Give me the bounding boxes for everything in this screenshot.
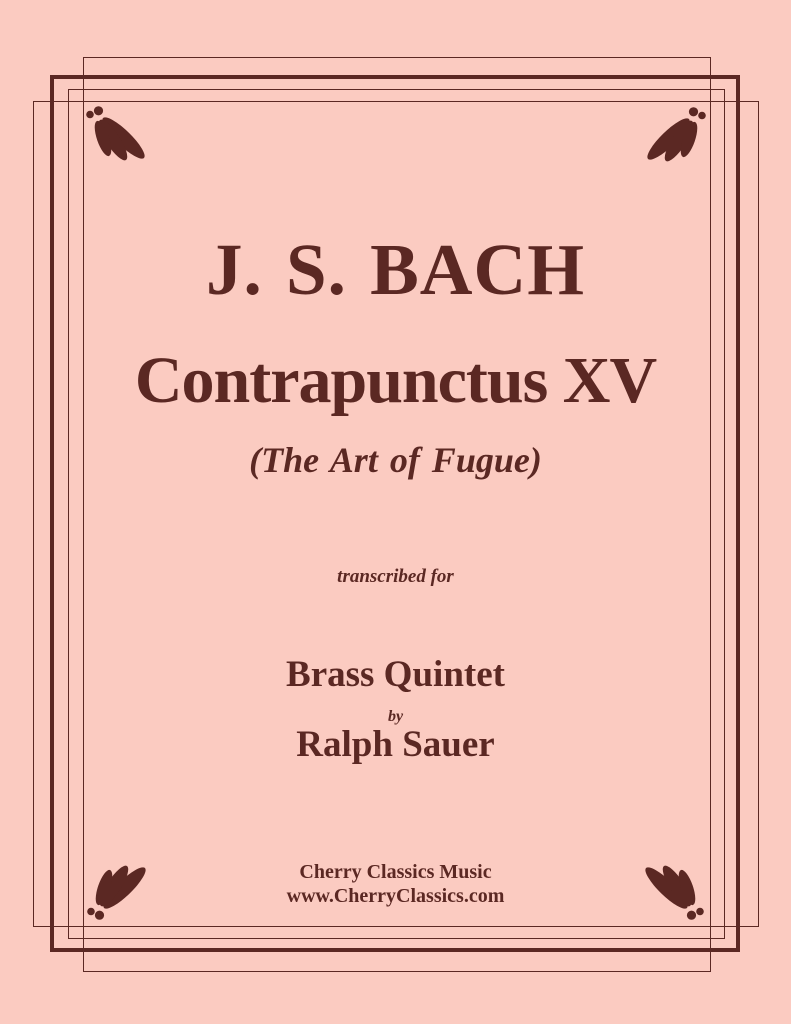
corner-ornament-top-right-icon — [645, 107, 707, 163]
corner-ornament-top-left-icon — [85, 106, 147, 162]
work-subtitle: (The Art of Fugue) — [249, 440, 542, 480]
publisher-name: Cherry Classics Music — [299, 861, 492, 883]
frame-line-inner — [83, 57, 711, 972]
arranger-name: Ralph Sauer — [296, 724, 495, 765]
ensemble-name: Brass Quintet — [286, 654, 505, 695]
transcription-note: transcribed for — [337, 566, 454, 587]
work-title: Contrapunctus XV — [134, 344, 657, 417]
composer-name: J. S. BACH — [205, 229, 585, 310]
byline: by — [387, 708, 404, 725]
publisher-website: www.CherryClassics.com — [286, 885, 505, 907]
